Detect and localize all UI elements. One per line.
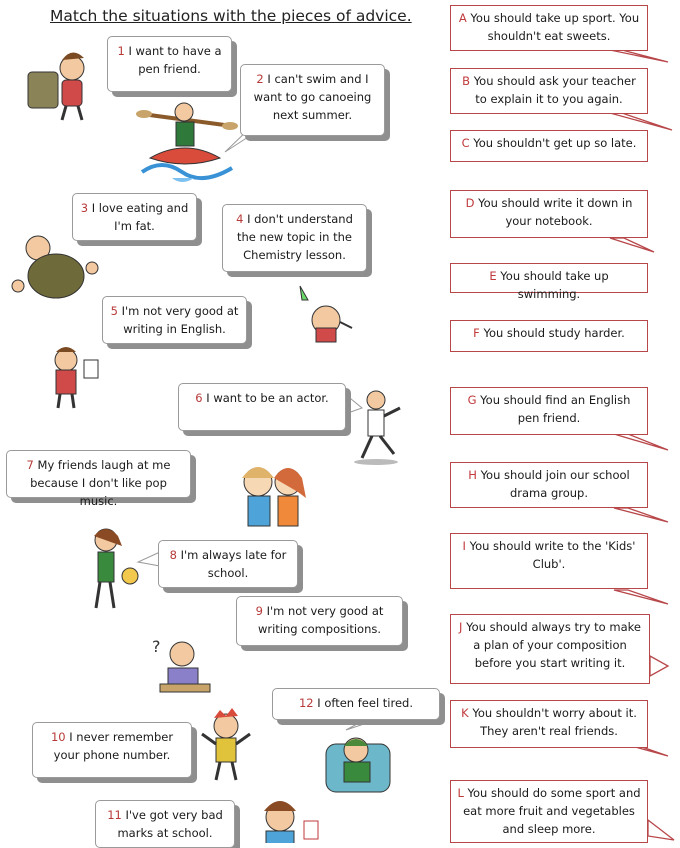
angry-boy-icon [196,704,256,784]
advice-box-c: C You shouldn't get up so late. [450,130,648,162]
situation-bubble-12: 12 I often feel tired. [272,688,440,720]
advice-b-tail [610,113,672,130]
advice-box-k: K You shouldn't worry about it. They aren't real friends. [450,700,648,748]
situation-bubble-10: 10 I never remember your phone number. [32,722,192,778]
advice-i-tail [614,590,668,604]
advice-g-tail [614,434,668,450]
advice-j-tail [650,656,668,676]
confused-writer-icon [150,632,216,696]
late-girl-with-clock-icon [78,522,148,612]
advice-box-b: B You should ask your teacher to explain it to you again. [450,68,648,114]
situation-bubble-6: 6 I want to be an actor. [178,383,346,431]
svg-text:?: ? [152,637,161,656]
advice-box-d: D You should write it down in your notebook. [450,190,648,238]
situation-bubble-11: 11 I've got very bad marks at school. [95,800,235,848]
advice-l-tail [648,820,674,840]
advice-box-a: A You should take up sport. You shouldn't eat sweets. [450,5,648,51]
worksheet-title: Match the situations with the pieces of advice. [50,7,412,25]
schoolboy-icon [250,795,330,843]
situation-bubble-7: 7 My friends laugh at me because I don't like pop music. [6,450,191,498]
fat-man-icon [8,232,103,304]
advice-box-f: F You should study harder. [450,320,648,352]
chemistry-student-icon [290,282,360,346]
situation-bubble-3: 3 I love eating and I'm fat. [72,193,197,241]
advice-h-tail [614,508,668,522]
situation-bubble-8: 8 I'm always late for school. [158,540,298,588]
student-with-bag-icon [22,42,102,122]
advice-d-tail [610,238,654,252]
situation-bubble-5: 5 I'm not very good at writing in English. [102,296,247,344]
tired-person-icon [318,724,400,798]
situation-bubble-4: 4 I don't understand the new topic in the Chemistry lesson. [222,204,367,272]
situation-bubble-2: 2 I can't swim and I want to go canoeing next summer. [240,64,385,136]
boy-with-paper-icon [38,340,108,410]
situation-bubble-9: 9 I'm not very good at writing compositions. [236,596,403,646]
advice-box-h: H You should join our school drama group. [450,462,648,508]
situation-bubble-1: 1 I want to have a pen friend. [107,36,232,92]
laughing-girls-icon [232,460,310,532]
advice-box-j: J You should always try to make a plan of your composition before you start writing it. [450,614,650,684]
advice-box-e: E You should take up swimming. [450,263,648,293]
advice-box-g: G You should find an English pen friend. [450,387,648,435]
advice-a-tail [610,50,668,62]
actor-icon [350,388,410,466]
advice-box-i: I You should write to the 'Kids' Club'. [450,533,648,589]
advice-box-l: L You should do some sport and eat more fruit and vegetables and sleep more. [450,780,648,843]
canoeist-icon [132,100,242,190]
